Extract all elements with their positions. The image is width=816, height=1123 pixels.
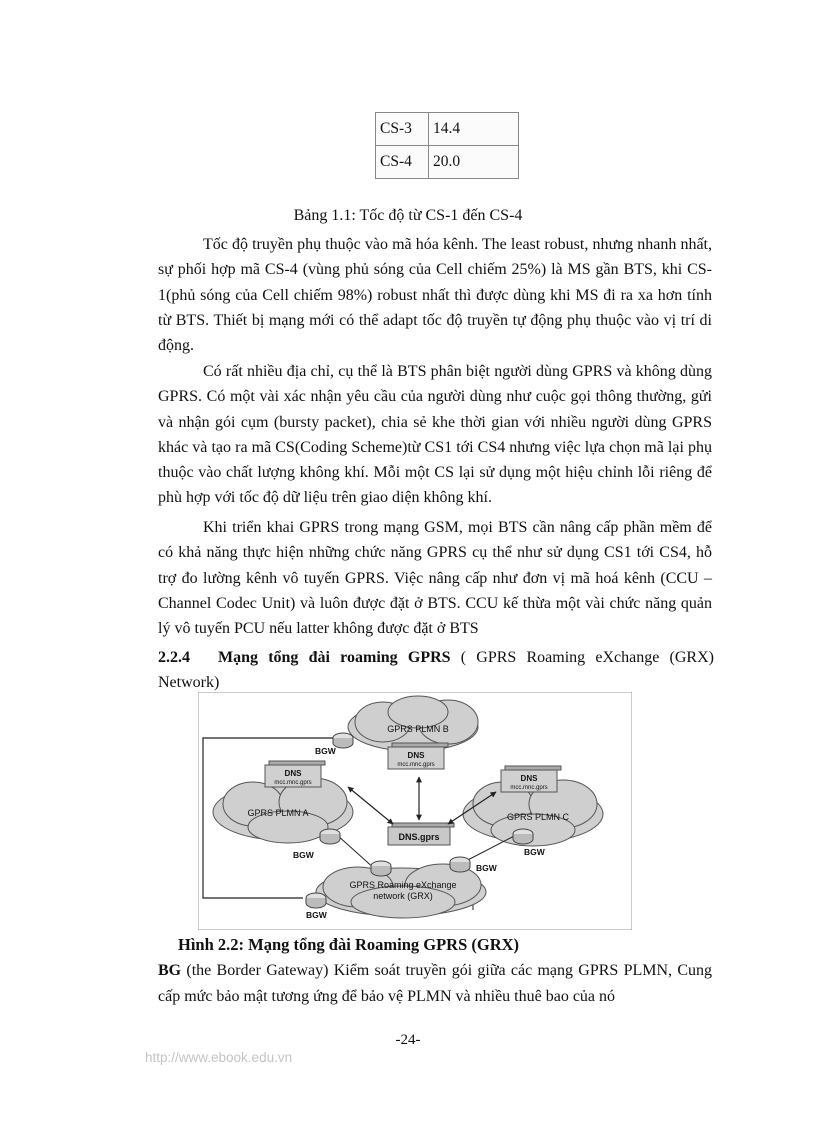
- paragraph: [158, 958, 712, 1010]
- coding-scheme-table: [375, 112, 519, 179]
- label-plmn-c: GPRS PLMN C: [506, 812, 570, 822]
- router-b: [333, 733, 353, 748]
- label-dns-sub: mcc.mnc.gprs: [397, 762, 435, 768]
- label-plmn-a: GPRS PLMN A: [247, 808, 309, 818]
- paragraph-text: (the Border Gateway) Kiểm soát truyền gói giữa các mạng GPRS PLMN, Cung cấp mức bảo mật tương ứng để bảo vệ PLMN và nhiều thuê bao của nó: [158, 962, 712, 1005]
- label-dns-root: DNS.gprs: [398, 832, 440, 842]
- router-grx-right: [450, 857, 470, 872]
- section-subtitle: ( GPRS Roaming eXchange (GRX) Network): [158, 649, 714, 691]
- label-bgw: BGW: [306, 910, 327, 920]
- label-bgw: BGW: [315, 746, 336, 756]
- page-number: -24-: [395, 1032, 421, 1048]
- label-dns-sub: mcc.mnc.gprs: [274, 780, 312, 786]
- paragraph-text: Tốc độ truyền phụ thuộc vào mã hóa kênh. The least robust, nhưng nhanh nhất, sự phối hợp mã CS-4 (vùng phủ sóng của Cell chiếm 25%) là MS gần BTS, khi CS-1(phủ sóng của Cell chiếm 98%) robust nhất thì được dùng khi MS đi ra xa hơn tính từ BTS. Thiết bị mạng mới có thể adapt tốc độ truyền tự động phụ thuộc vào vị trí di động.: [158, 236, 712, 355]
- table-caption: Bảng 1.1: Tốc độ từ CS-1 đến CS-4: [293, 207, 523, 224]
- router-a: [320, 829, 340, 844]
- bg-term: BG: [158, 962, 182, 979]
- router-grx-left: [371, 861, 391, 876]
- label-dns-sub: mcc.mnc.gprs: [510, 785, 548, 791]
- grx-network-diagram: [198, 692, 632, 930]
- paragraph-text: Khi triển khai GPRS trong mạng GSM, mọi BTS cần nâng cấp phần mềm để có khả năng thực hiện những chức năng GPRS cụ thể như sử dụng CS1 tới CS4, hỗ trợ đo lường kênh vô tuyến GPRS. Việc nâng cấp như đơn vị mã hoá kênh (CCU – Channel Codec Unit) và luôn được đặt ở BTS. CCU kế thừa một vài chức năng quản lý vô tuyến PCU nếu latter không được đặt ở BTS: [158, 519, 712, 638]
- label-dns: DNS: [407, 751, 425, 760]
- label-bgw: BGW: [293, 850, 314, 860]
- label-bgw: BGW: [524, 847, 545, 857]
- label-grx: GPRS Roaming eXchange: [349, 880, 457, 890]
- table-row: [376, 146, 519, 179]
- figure-caption: Hình 2.2: Mạng tổng đài Roaming GPRS (GRX): [178, 935, 520, 954]
- paragraph: [158, 232, 712, 358]
- router-c: [513, 829, 533, 844]
- label-dns: DNS: [284, 769, 302, 778]
- label-dns: DNS: [520, 774, 538, 783]
- label-grx-network: network (GRX): [373, 891, 433, 901]
- table-cell: CS-4: [376, 146, 429, 179]
- table-cell: CS-3: [376, 113, 429, 146]
- paragraph: [158, 359, 712, 511]
- label-plmn-b: GPRS PLMN B: [387, 724, 449, 734]
- label-bgw: BGW: [476, 863, 497, 873]
- section-title: Mạng tổng đài roaming GPRS: [218, 649, 451, 666]
- section-number: 2.2.4: [158, 649, 190, 666]
- section-heading: [158, 645, 714, 695]
- router-grx-bottom: [306, 893, 326, 908]
- table-row: [376, 113, 519, 146]
- table-cell: 14.4: [429, 113, 519, 146]
- paragraph: [158, 515, 712, 641]
- paragraph-text: Có rất nhiều địa chỉ, cụ thể là BTS phân biệt người dùng GPRS và không dùng GPRS. Có một vài xác nhận yêu cầu của người dùng như cuộc gọi thông thường, gửi và nhận gói cụm (bursty packet), chia sẻ khe thời gian với nhiều người dùng GPRS khác và tạo ra mã CS(Coding Scheme)từ CS1 tới CS4 nhưng việc lựa chọn mã lại phụ thuộc vào chất lượng không khí. Mỗi một CS lại sử dụng một hiệu chỉnh lỗi riêng để phù hợp với tốc độ dữ liệu trên giao diện không khí.: [158, 363, 712, 507]
- watermark-url: http://www.ebook.edu.vn: [145, 1050, 293, 1065]
- table-cell: 20.0: [429, 146, 519, 179]
